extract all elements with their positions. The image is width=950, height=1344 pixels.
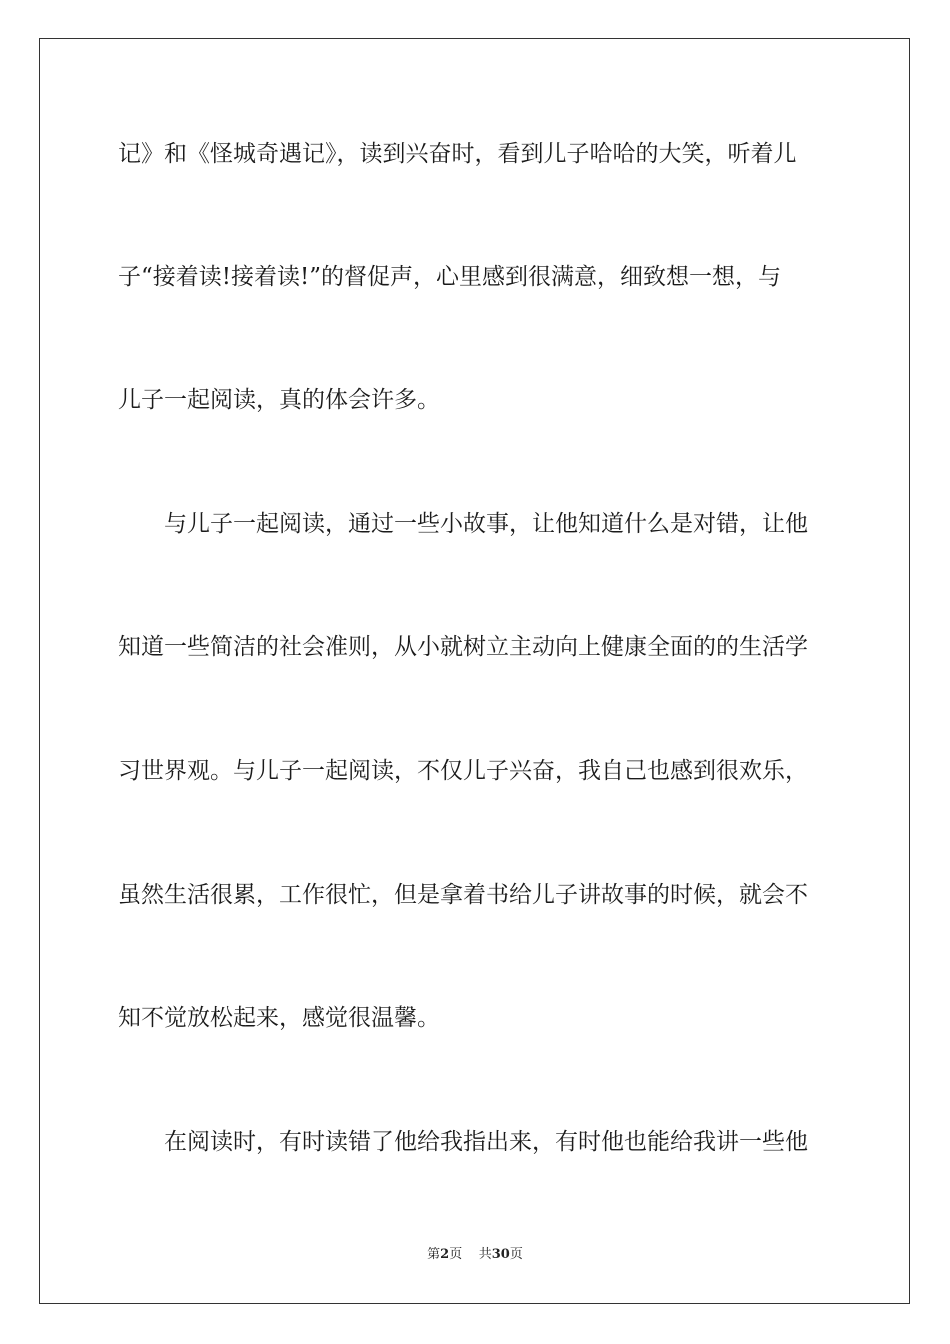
text-line-1: 记》和《怪城奇遇记》，读到兴奋时，看到儿子哈哈的大笑，听着儿 [118, 141, 797, 167]
text-line-6: 习世界观。与儿子一起阅读，不仅儿子兴奋，我自己也感到很欢乐， [118, 758, 808, 784]
total-suffix: 页 [509, 1247, 523, 1262]
text-line-4: 与儿子一起阅读，通过一些小故事，让他知道什么是对错，让他 [164, 511, 808, 537]
page-prefix: 第 [427, 1247, 441, 1262]
page-border [39, 38, 910, 1304]
page-footer [0, 1246, 950, 1264]
text-line-3: 儿子一起阅读，真的体会许多。 [118, 387, 440, 413]
text-line-2: 子“接着读!接着读!”的督促声，心里感到很满意，细致想一想，与 [118, 264, 782, 290]
page-number: 2 [440, 1247, 450, 1262]
total-prefix: 共 [478, 1247, 492, 1262]
text-line-5: 知道一些简洁的社会准则，从小就树立主动向上健康全面的的生活学 [118, 634, 808, 660]
total-pages: 30 [491, 1247, 510, 1262]
page-suffix: 页 [449, 1247, 463, 1262]
text-line-9: 在阅读时，有时读错了他给我指出来，有时他也能给我讲一些他 [164, 1129, 808, 1155]
text-line-7: 虽然生活很累，工作很忙，但是拿着书给儿子讲故事的时候，就会不 [118, 882, 808, 908]
text-line-8: 知不觉放松起来，感觉很温馨。 [118, 1005, 440, 1031]
